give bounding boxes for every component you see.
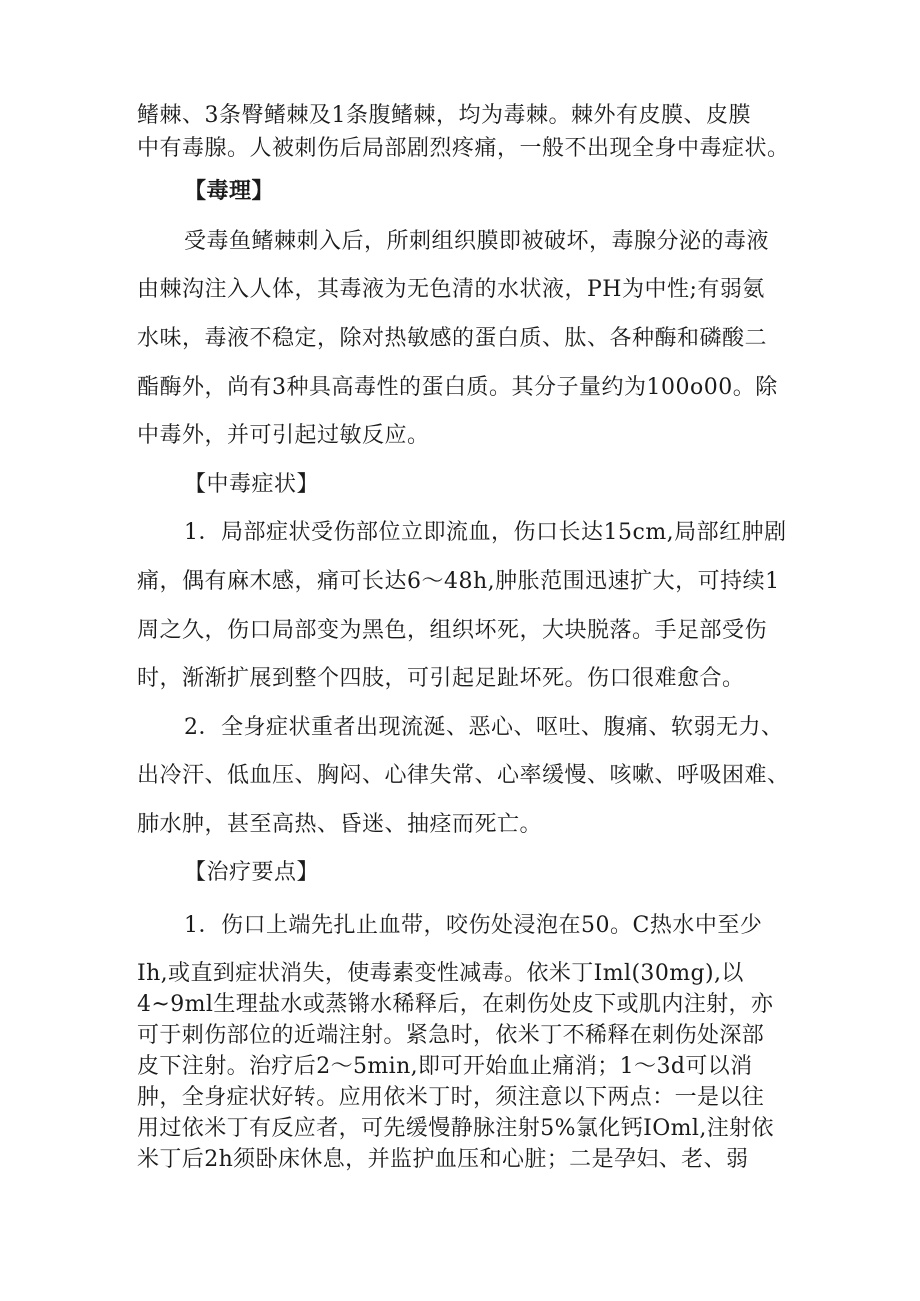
section-heading-toxicology: 【毒理】	[184, 178, 275, 204]
paragraph-line: 皮下注射。治疗后2～5min,即可开始血止痛消；1～3d可以消	[137, 1054, 753, 1079]
intro-line: 中有毒腺。人被刺伤后局部剧烈疼痛，一般不出现全身中毒症状。	[137, 136, 790, 161]
paragraph-line: 受毒鱼鳍棘刺入后，所刺组织膜即被破坏，毒腺分泌的毒液	[184, 229, 770, 254]
paragraph-line: 可于刺伤部位的近端注射。紧急时，依米丁不稀释在刺伤处深部	[137, 1023, 765, 1048]
paragraph-line: 米丁后2h须卧床休息，并监护血压和心脏；二是孕妇、老、弱	[137, 1147, 749, 1172]
paragraph-line: 4~9ml生理盐水或蒸锵水稀释后，在刺伤处皮下或肌内注射，亦	[137, 992, 774, 1017]
paragraph-line: 周之久，伤口局部变为黑色，组织坏死，大块脱落。手足部受伤	[137, 618, 768, 643]
paragraph-line: 肺水肿，甚至高热、昏迷、抽痉而死亡。	[137, 812, 543, 837]
section-heading-treatment: 【治疗要点】	[184, 860, 320, 885]
intro-line: 鳍棘、3条臀鳍棘及1条腹鳍棘，均为毒棘。棘外有皮膜、皮膜	[137, 103, 751, 128]
paragraph-line: 2．全身症状重者出现流涎、恶心、呕吐、腹痛、软弱无力、	[184, 715, 784, 740]
paragraph-line: 水味，毒液不稳定，除对热敏感的蛋白质、肽、各种酶和磷酸二	[137, 326, 768, 351]
paragraph-line: 由棘沟注入人体，其毒液为无色清的水状液，PH为中性;有弱氨	[137, 277, 765, 302]
paragraph-line: 1．局部症状受伤部位立即流血，伤口长达15cm,局部红肿剧	[184, 520, 787, 545]
paragraph-line: 酯酶外，尚有3种具高毒性的蛋白质。其分子量约为100o00。除	[137, 375, 778, 400]
section-heading-symptoms: 【中毒症状】	[184, 472, 320, 497]
paragraph-line: 用过依米丁有反应者，可先缓慢静脉注射5%氯化钙IOml,注射依	[137, 1116, 774, 1141]
paragraph-line: 痛，偶有麻木感，痛可长达6～48h,肿胀范围迅速扩大，可持续1	[137, 569, 780, 594]
paragraph-line: 时，渐渐扩展到整个四肢，可引起足趾坏死。伤口很难愈合。	[137, 666, 745, 691]
paragraph-line: 出冷汗、低血压、胸闷、心律失常、心率缓慢、咳嗽、呼吸困难、	[137, 763, 790, 788]
paragraph-line: 肿，全身症状好转。应用依米丁时，须注意以下两点：一是以往	[137, 1085, 765, 1110]
paragraph-line: 中毒外，并可引起过敏反应。	[137, 423, 430, 448]
paragraph-line: 1．伤口上端先扎止血带，咬伤处浸泡在50。C热水中至少	[184, 913, 763, 938]
paragraph-line: Ih,或直到症状消失，使毒素变性减毒。依米丁Iml(30mg),以	[137, 961, 744, 986]
